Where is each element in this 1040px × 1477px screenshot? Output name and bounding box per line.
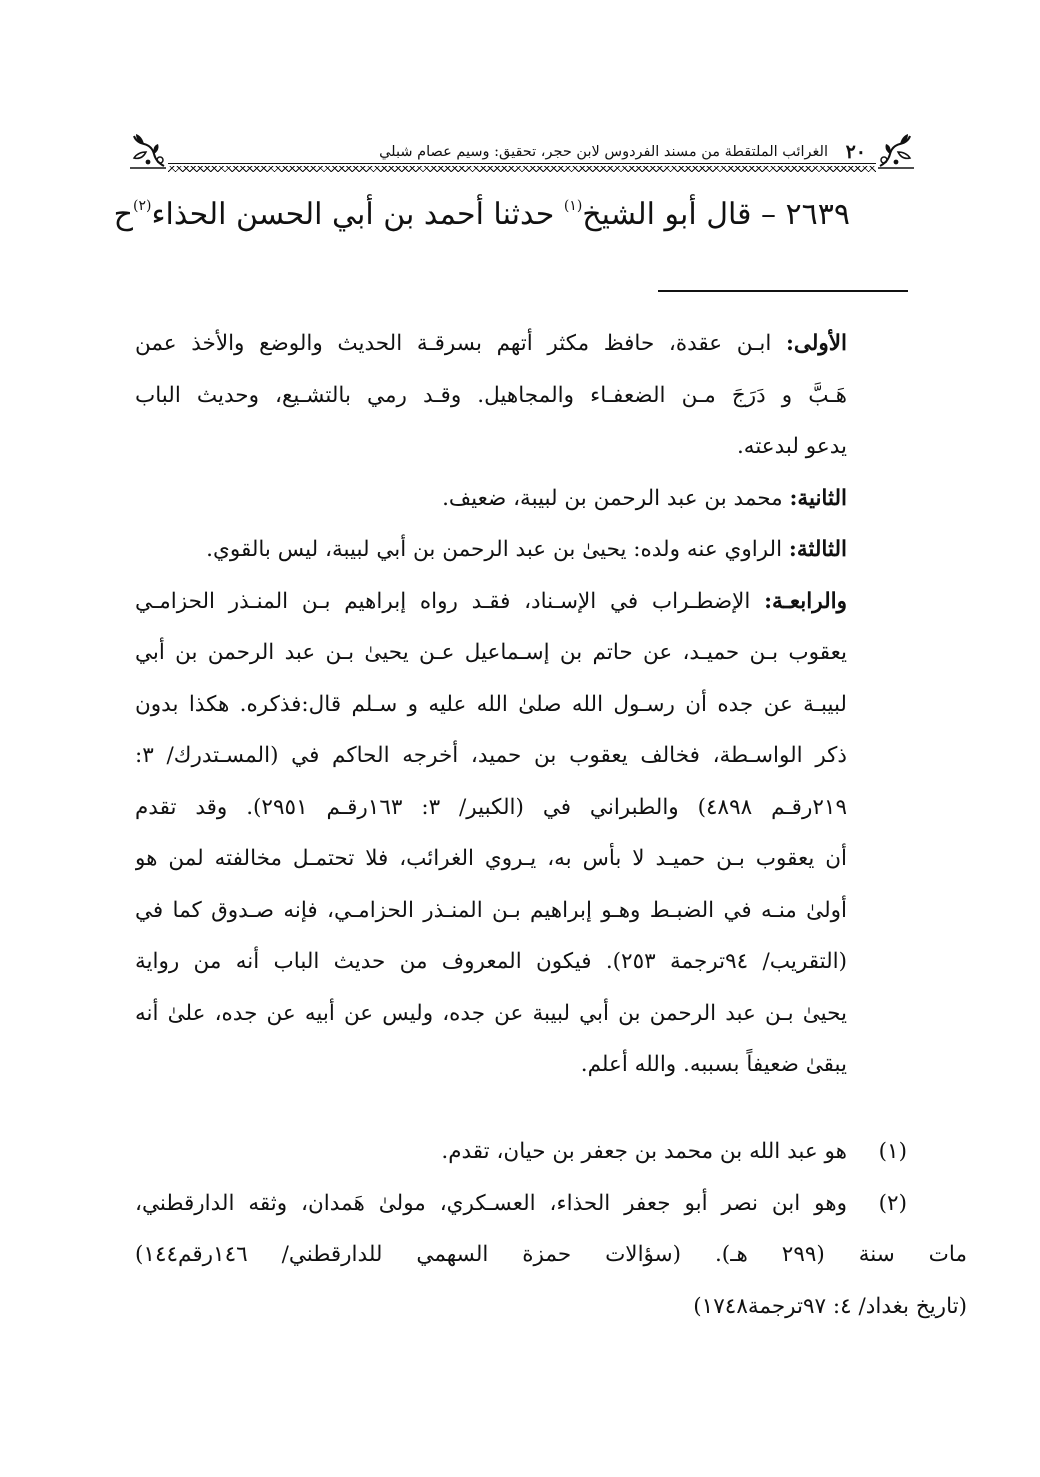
note-line: أولىٰ منـه في الضبـط وهـو إبراهيم بـن المنـذر الحزامـي، فإنه صـدوق كما في — [135, 897, 847, 923]
footnote-number: (٢) — [878, 1190, 907, 1216]
note-text: محمد بن عبد الرحمن بن لبيبة، ضعيف. — [442, 485, 790, 511]
footnote-number: (١) — [878, 1139, 907, 1164]
floral-ornament-icon — [876, 132, 916, 170]
note-line — [135, 473, 847, 525]
running-title: الغرائب الملتقطة من مسند الفردوس لابن حجر، تحقيق: وسيم عصام شبلي — [379, 144, 828, 160]
note-line: لبيبـة عن جده أن رسـول الله صلىٰ الله عليه و سـلم قال:فذكره. هكذا بدون — [135, 691, 847, 717]
footnote-line: وهو ابن نصر أبو جعفر الحذاء، العسـكري، مولىٰ هَمدان، وثقه الدارقطني، — [135, 1190, 847, 1216]
footnote-ref-1[interactable]: (١) — [563, 198, 583, 214]
hadith-text-start: ٢٦٣٩ – قال أبو الشيخ — [582, 197, 850, 232]
note-text: ابـن عقدة، حافظ مكثر أتهم بسرقـة الحديث والوضع والأخذ عمن — [135, 331, 786, 356]
note-line — [135, 318, 847, 370]
header-chain-border — [168, 166, 876, 172]
footnote-separator — [658, 290, 908, 292]
note-line: يبقىٰ ضعيفاً بسببه. والله أعلم. — [580, 1052, 847, 1077]
floral-ornament-icon — [128, 132, 168, 170]
header-rule-area — [168, 130, 876, 176]
hadith-text-end: ح — [113, 197, 133, 232]
footnote-ref-2[interactable]: (٢) — [132, 198, 152, 214]
note-label: الأولى: — [785, 331, 847, 356]
footnote-body — [135, 1126, 847, 1178]
footnote-line: مات سنة (٢٩٩ هـ). (سؤالات حمزة السهمي للدارقطني/ ١٤٦رقم١٤٤) — [135, 1242, 967, 1267]
note-line: يعقوب بـن حميـد، عن حاتم بن إسـماعيل عـن يحيىٰ بـن عبد الرحمن بن أبي — [135, 640, 847, 665]
footnote-body-continued — [135, 1229, 967, 1332]
footnote-1 — [135, 1126, 907, 1178]
note-text: الإضطـراب في الإسـناد، فقـد رواه إبراهيم بـن المنـذر الحزامـي — [135, 588, 765, 614]
hadith-heading — [113, 190, 850, 240]
note-line: هَـبَّ و دَرَجَ مـن الضعفـاء والمجاهيل. وقـد رمي بالتشـيع، وحديث الباب — [135, 382, 847, 408]
note-line — [135, 524, 847, 576]
note-line: يحيىٰ بـن عبد الرحمن بن أبي لبيبة عن جده، وليس عن أبيه عن جده، علىٰ أنه — [135, 1000, 847, 1026]
footnote-line: هو عبد الله بن محمد بن جعفر بن حيان، تقدم. — [441, 1139, 847, 1164]
note-line: (التقريب/ ٩٤ترجمة ٢٥٣). فيكون المعروف من حديث الباب أنه من رواية — [135, 949, 847, 974]
note-line — [135, 576, 847, 628]
note-label: الثانية: — [789, 485, 847, 511]
note-line: ذكر الواسـطة، فخالف يعقوب بن حميد، أخرجه الحاكم في (المسـتدرك/ ٣: — [135, 743, 847, 768]
header-rule — [168, 163, 876, 164]
footnote-body — [135, 1178, 847, 1230]
footnote-line: (تاريخ بغداد/ ٤: ٩٧ترجمة١٧٤٨) — [693, 1293, 967, 1319]
page-number: ٢٠ — [845, 141, 866, 163]
note-label: والرابعـة: — [764, 588, 847, 614]
note-line: ٢١٩رقـم ٤٨٩٨) والطبراني في (الكبير/ ٣: ١٦٣رقـم ٢٩٥١). وقد تقدم — [135, 794, 847, 820]
hadith-text-middle: حدثنا أحمد بن أبي الحسن الحذاء — [151, 197, 564, 232]
running-header — [128, 130, 916, 176]
note-line: يدعو لبدعته. — [736, 434, 847, 459]
note-label: الثالثة: — [788, 537, 847, 562]
commentary-notes — [135, 318, 847, 1091]
footnotes — [135, 1126, 967, 1332]
footnote-2 — [135, 1178, 907, 1230]
note-line: أن يعقوب بـن حميـد لا بأس به، يـروي الغرائب، فلا تحتمـل مخالفته لمن هو — [135, 846, 847, 871]
note-text: الراوي عنه ولده: يحيىٰ بن عبد الرحمن بن أبي لبيبة، ليس بالقوي. — [206, 537, 789, 562]
